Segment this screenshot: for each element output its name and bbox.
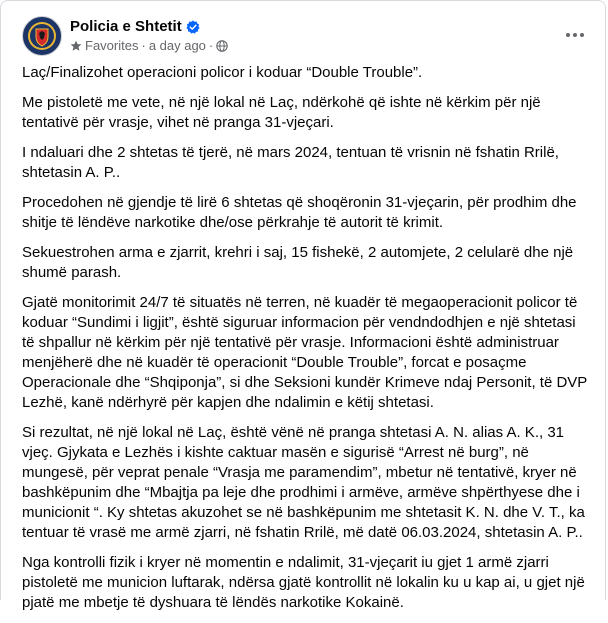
post-paragraph: Gjatë monitorimit 24/7 të situatës në terren, në kuadër të megaoperacionit policor të koduar “Sundimi i ligjit”, është siguruar informacion për vendndodhjen e një shtetasi të shpallur në kërkim për një tentativë për vrasje. Informacioni është administruar menjëherë dhe në kuadër të operacionit “Double Trouble”, forcat e posaçme Operacionale dhe “Shqiponja”, si dhe Seksioni kundër Krimeve ndaj Personit, të DVP Lezhë, kanë ndërhyrë për kapjen dhe ndalimin e këtij shtetasi.: [22, 294, 588, 411]
page-avatar[interactable]: [22, 16, 62, 56]
separator-dot: ·: [141, 38, 146, 53]
page-name-row: [70, 17, 228, 37]
post-paragraph: Laç/Finalizohet operacioni policor i koduar “Double Trouble”.: [22, 64, 423, 81]
post-body: [22, 63, 590, 623]
more-options-button[interactable]: [563, 27, 587, 43]
post-paragraph: I ndaluari dhe 2 shtetas të tjerë, në mars 2024, tentuan të vrisnin në fshatin Rrilë, shtetasin A. P..: [22, 144, 559, 181]
separator-dot: ·: [208, 38, 214, 53]
globe-icon: [216, 40, 228, 52]
post-header: [22, 16, 228, 56]
verified-badge-icon: [186, 20, 200, 34]
post-timestamp[interactable]: a day ago: [148, 38, 206, 53]
post-meta: [70, 17, 228, 55]
police-emblem-icon: [27, 21, 57, 51]
post-paragraph: Nga kontrolli fizik i kryer në momentin e ndalimit, 31-vjeçarit iu gjet 1 armë zjarri pistoletë me municion luftarak, ndërsa gjatë kontrollit në lokalin ku u kap ai, u gjet një pjatë me mbetje të dyshuara të lëndës narkotike Kokainë.: [22, 554, 585, 611]
star-icon: [70, 40, 82, 52]
post-subtitle: [70, 37, 228, 55]
audience-label[interactable]: Favorites: [85, 38, 139, 53]
post-paragraph: Me pistoletë me vete, në një lokal në Laç, ndërkohë që ishte në kërkim për një tentativë për vrasje, vihet në pranga 31-vjeçari.: [22, 94, 541, 131]
post-paragraph: Procedohen në gjendje të lirë 6 shtetas që shoqëronin 31-vjeçarin, për prodhim dhe shitje të lëndëve narkotike dhe/ose përkrahje të autorit të krimit.: [22, 194, 577, 231]
post-paragraph: Sekuestrohen arma e zjarrit, krehri i saj, 15 fishekë, 2 automjete, 2 celularë dhe një shumë parash.: [22, 244, 574, 281]
more-horizontal-icon: [565, 32, 585, 38]
post-paragraph: Si rezultat, në një lokal në Laç, është vënë në pranga shtetasi A. N. alias A. K., 31 vjeç. Gjykata e Lezhës i kishte caktuar masën e sigurisë “Arrest në burg”, në mungesë, për veprat penale “Vrasja me paramendim”, mbetur në tentativë, kryer në bashkëpunim dhe “Mbajtja pa leje dhe prodhimi i armëve, armëve shpërthyese dhe i municionit “. Ky shtetas akuzohet se në bashkëpunim me shtetasit K. N. dhe V. T., ka tentuar të vrasë me armë zjarri, në fshatin Rrilë, më datë 06.03.2024, shtetasin A. P..: [22, 424, 585, 541]
page-name[interactable]: Policia e Shtetit: [70, 18, 182, 35]
